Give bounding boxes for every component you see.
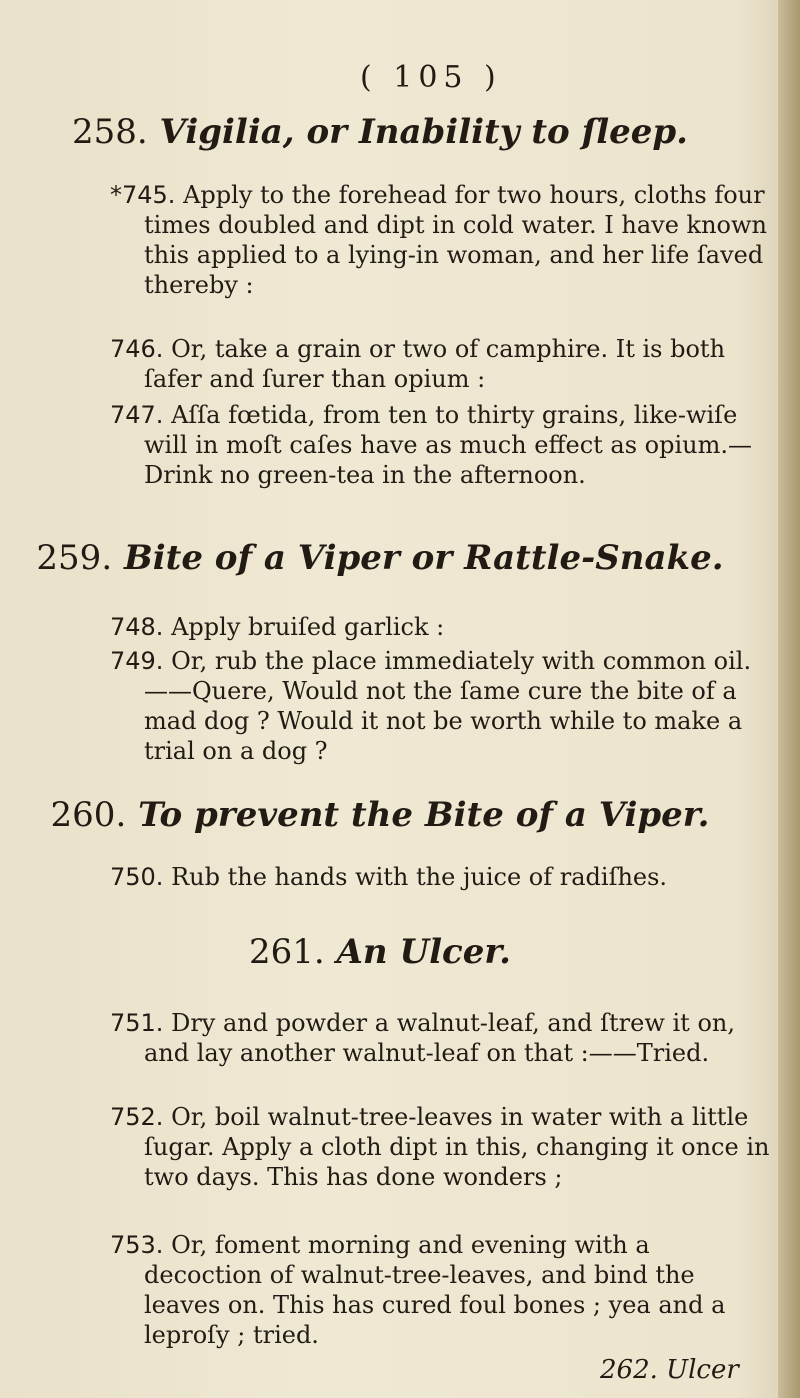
entry-text: Or, boil walnut-tree-leaves in water with a little ſugar. Apply a cloth dipt in this, changing it once in two days. This has done wonders ; — [144, 1103, 770, 1191]
entry-746 — [110, 334, 770, 394]
catchword: 262. Ulcer — [600, 1355, 739, 1385]
entry-text: Or, take a grain or two of camphire. It is both ſafer and ſurer than opium : — [144, 335, 726, 393]
entry-number: 753. — [110, 1231, 164, 1259]
entry-text: Or, rub the place immediately with common oil.——Quere, Would not the ſame cure the bite of a mad dog ? Would it not be worth while to make a trial on a dog ? — [144, 647, 752, 765]
entry-752 — [110, 1102, 770, 1192]
entry-number: 752. — [110, 1103, 164, 1131]
entry-number: 751. — [110, 1009, 164, 1037]
entry-number: 749. — [110, 647, 164, 675]
entry-748 — [110, 612, 770, 642]
section-heading-260 — [0, 795, 760, 835]
section-heading-259 — [0, 538, 760, 578]
entry-number: 750. — [110, 863, 164, 891]
entry-text: Aſſa fœtida, from ten to thirty grains, like-wiſe will in moſt caſes have as much effect as opium.—Drink no green-tea in the afternoon. — [144, 401, 753, 489]
entry-751 — [110, 1008, 770, 1068]
entry-749 — [110, 646, 770, 766]
section-heading-258 — [0, 112, 760, 152]
section-title: Bite of a Viper or Rattle-Snake. — [123, 538, 724, 578]
entry-number: *745. — [110, 181, 176, 209]
page-edge — [778, 0, 800, 1398]
section-number: 258. — [71, 112, 148, 152]
entry-number: 746. — [110, 335, 164, 363]
entry-text: Apply bruiſed garlick : — [171, 613, 445, 641]
entry-text: Dry and powder a walnut-leaf, and ſtrew it on, and lay another walnut-leaf on that :——Tried. — [144, 1009, 735, 1067]
section-number: 261. — [248, 932, 325, 972]
section-heading-261 — [0, 932, 760, 972]
entry-text: Rub the hands with the juice of radiſhes. — [171, 863, 668, 891]
section-title: To prevent the Bite of a Viper. — [138, 795, 710, 835]
entry-number: 747. — [110, 401, 164, 429]
section-number: 260. — [50, 795, 127, 835]
entry-number: 748. — [110, 613, 164, 641]
entry-750 — [110, 862, 770, 892]
section-number: 259. — [36, 538, 113, 578]
page-number: ( 105 ) — [360, 60, 502, 95]
entry-text: Or, foment morning and evening with a decoction of walnut-tree-leaves, and bind the leaves on. This has cured foul bones ; yea and a leproſy ; tried. — [144, 1231, 726, 1349]
entry-745 — [110, 180, 770, 300]
entry-753 — [110, 1230, 770, 1350]
section-title: An Ulcer. — [336, 932, 511, 972]
entry-747 — [110, 400, 770, 490]
section-title: Vigilia, or Inability to ſleep. — [159, 112, 688, 152]
entry-text: Apply to the forehead for two hours, cloths four times doubled and dipt in cold water. I have known this applied to a lying-in woman, and her life ſaved thereby : — [144, 181, 767, 299]
